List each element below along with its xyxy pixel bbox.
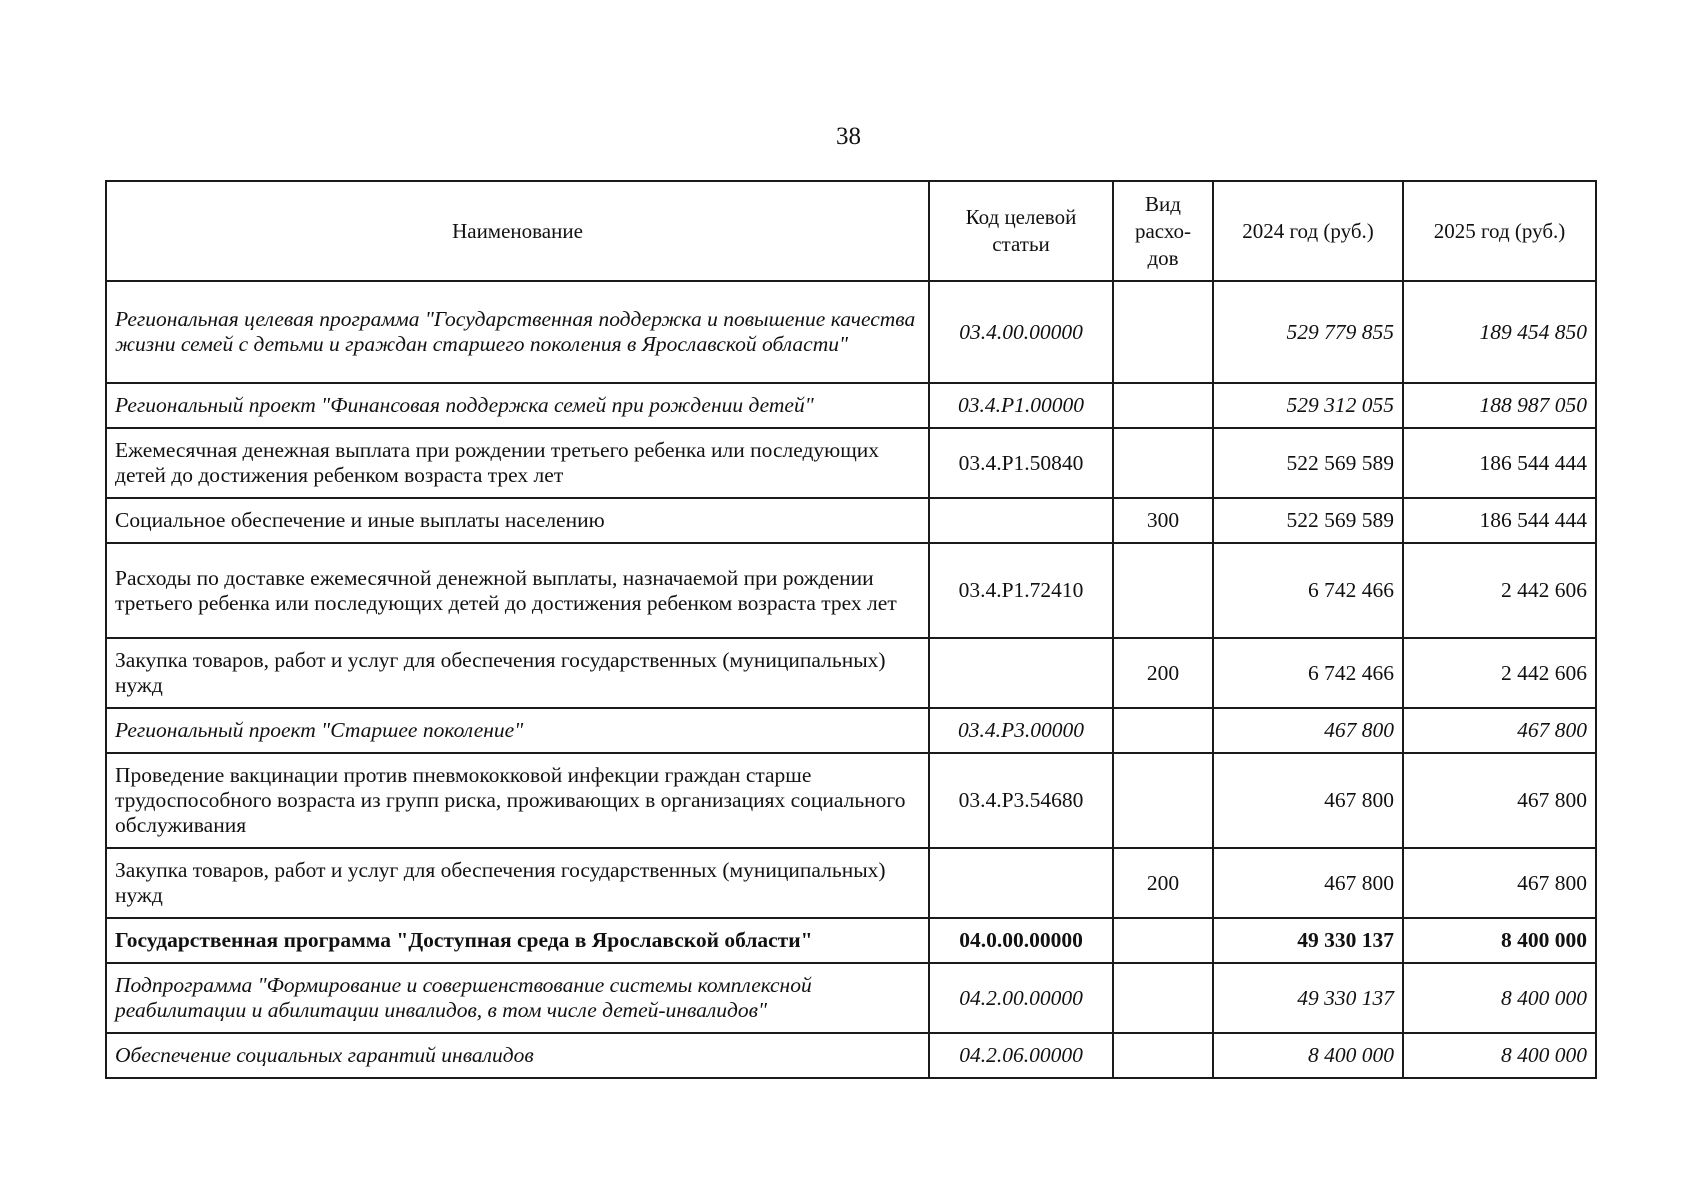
row-code-cell: [929, 638, 1113, 708]
header-code: Код целевой статьи: [929, 181, 1113, 281]
row-2024-cell: 49 330 137: [1213, 963, 1403, 1033]
row-2024-cell: 522 569 589: [1213, 498, 1403, 543]
row-name-cell: Расходы по доставке ежемесячной денежной выплаты, назначаемой при рождении третьего ребенка или последующих детей до достижения ребенком возраста трех лет: [106, 543, 929, 638]
row-code-cell: 04.2.06.00000: [929, 1033, 1113, 1078]
row-2025-cell: 188 987 050: [1403, 383, 1596, 428]
row-2025-cell: 186 544 444: [1403, 428, 1596, 498]
header-kind: Вид расхо-дов: [1113, 181, 1213, 281]
row-name-cell: Социальное обеспечение и иные выплаты населению: [106, 498, 929, 543]
row-code-cell: 04.0.00.00000: [929, 918, 1113, 963]
page-number: 38: [836, 123, 861, 150]
table-row: [106, 428, 1596, 498]
row-name-cell: Государственная программа "Доступная среда в Ярославской области": [106, 918, 929, 963]
header-year-2025: 2025 год (руб.): [1403, 181, 1596, 281]
row-code-cell: 03.4.Р3.00000: [929, 708, 1113, 753]
row-kind-cell: [1113, 1033, 1213, 1078]
table-row: [106, 708, 1596, 753]
row-2024-cell: 529 779 855: [1213, 281, 1403, 383]
row-2024-cell: 6 742 466: [1213, 543, 1403, 638]
header-year-2024: 2024 год (руб.): [1213, 181, 1403, 281]
row-kind-cell: [1113, 281, 1213, 383]
header-name: Наименование: [106, 181, 929, 281]
row-name-cell: Региональный проект "Финансовая поддержка семей при рождении детей": [106, 383, 929, 428]
row-code-cell: 03.4.Р3.54680: [929, 753, 1113, 848]
row-code-cell: 03.4.Р1.00000: [929, 383, 1113, 428]
row-kind-cell: [1113, 543, 1213, 638]
table-row: [106, 1033, 1596, 1078]
table-row: [106, 638, 1596, 708]
row-name-cell: Закупка товаров, работ и услуг для обеспечения государственных (муниципальных) нужд: [106, 848, 929, 918]
budget-table: [105, 180, 1597, 1079]
row-2024-cell: 8 400 000: [1213, 1033, 1403, 1078]
row-code-cell: 04.2.00.00000: [929, 963, 1113, 1033]
row-2025-cell: 8 400 000: [1403, 918, 1596, 963]
table-row: [106, 281, 1596, 383]
row-name-cell: Закупка товаров, работ и услуг для обеспечения государственных (муниципальных) нужд: [106, 638, 929, 708]
table-row: [106, 963, 1596, 1033]
row-code-cell: [929, 848, 1113, 918]
table-row: [106, 543, 1596, 638]
row-2025-cell: 467 800: [1403, 848, 1596, 918]
row-kind-cell: [1113, 428, 1213, 498]
row-2025-cell: 8 400 000: [1403, 1033, 1596, 1078]
row-2025-cell: 467 800: [1403, 708, 1596, 753]
row-code-cell: [929, 498, 1113, 543]
row-2024-cell: 467 800: [1213, 753, 1403, 848]
row-kind-cell: [1113, 708, 1213, 753]
row-kind-cell: 300: [1113, 498, 1213, 543]
row-2025-cell: 189 454 850: [1403, 281, 1596, 383]
row-2024-cell: 467 800: [1213, 848, 1403, 918]
row-kind-cell: [1113, 753, 1213, 848]
row-kind-cell: [1113, 918, 1213, 963]
row-name-cell: Подпрограмма "Формирование и совершенствование системы комплексной реабилитации и абилитации инвалидов, в том числе детей-инвалидов": [106, 963, 929, 1033]
row-name-cell: Проведение вакцинации против пневмококковой инфекции граждан старше трудоспособного возраста из групп риска, проживающих в организациях социального обслуживания: [106, 753, 929, 848]
row-name-cell: Ежемесячная денежная выплата при рождении третьего ребенка или последующих детей до достижения ребенком возраста трех лет: [106, 428, 929, 498]
row-2024-cell: 522 569 589: [1213, 428, 1403, 498]
table-header-row: [106, 181, 1596, 281]
table-row: [106, 383, 1596, 428]
table-body: [106, 281, 1596, 1078]
row-2024-cell: 6 742 466: [1213, 638, 1403, 708]
row-kind-cell: 200: [1113, 848, 1213, 918]
row-2024-cell: 49 330 137: [1213, 918, 1403, 963]
table-row: [106, 498, 1596, 543]
row-name-cell: Обеспечение социальных гарантий инвалидов: [106, 1033, 929, 1078]
row-name-cell: Региональная целевая программа "Государственная поддержка и повышение качества жизни семей с детьми и граждан старшего поколения в Ярославской области": [106, 281, 929, 383]
row-2025-cell: 467 800: [1403, 753, 1596, 848]
row-2024-cell: 467 800: [1213, 708, 1403, 753]
table-row: [106, 918, 1596, 963]
row-code-cell: 03.4.00.00000: [929, 281, 1113, 383]
row-2024-cell: 529 312 055: [1213, 383, 1403, 428]
row-2025-cell: 8 400 000: [1403, 963, 1596, 1033]
row-kind-cell: [1113, 383, 1213, 428]
row-2025-cell: 2 442 606: [1403, 638, 1596, 708]
row-2025-cell: 186 544 444: [1403, 498, 1596, 543]
row-code-cell: 03.4.Р1.72410: [929, 543, 1113, 638]
row-name-cell: Региональный проект "Старшее поколение": [106, 708, 929, 753]
row-kind-cell: [1113, 963, 1213, 1033]
row-code-cell: 03.4.Р1.50840: [929, 428, 1113, 498]
row-kind-cell: 200: [1113, 638, 1213, 708]
table-row: [106, 848, 1596, 918]
row-2025-cell: 2 442 606: [1403, 543, 1596, 638]
table-row: [106, 753, 1596, 848]
